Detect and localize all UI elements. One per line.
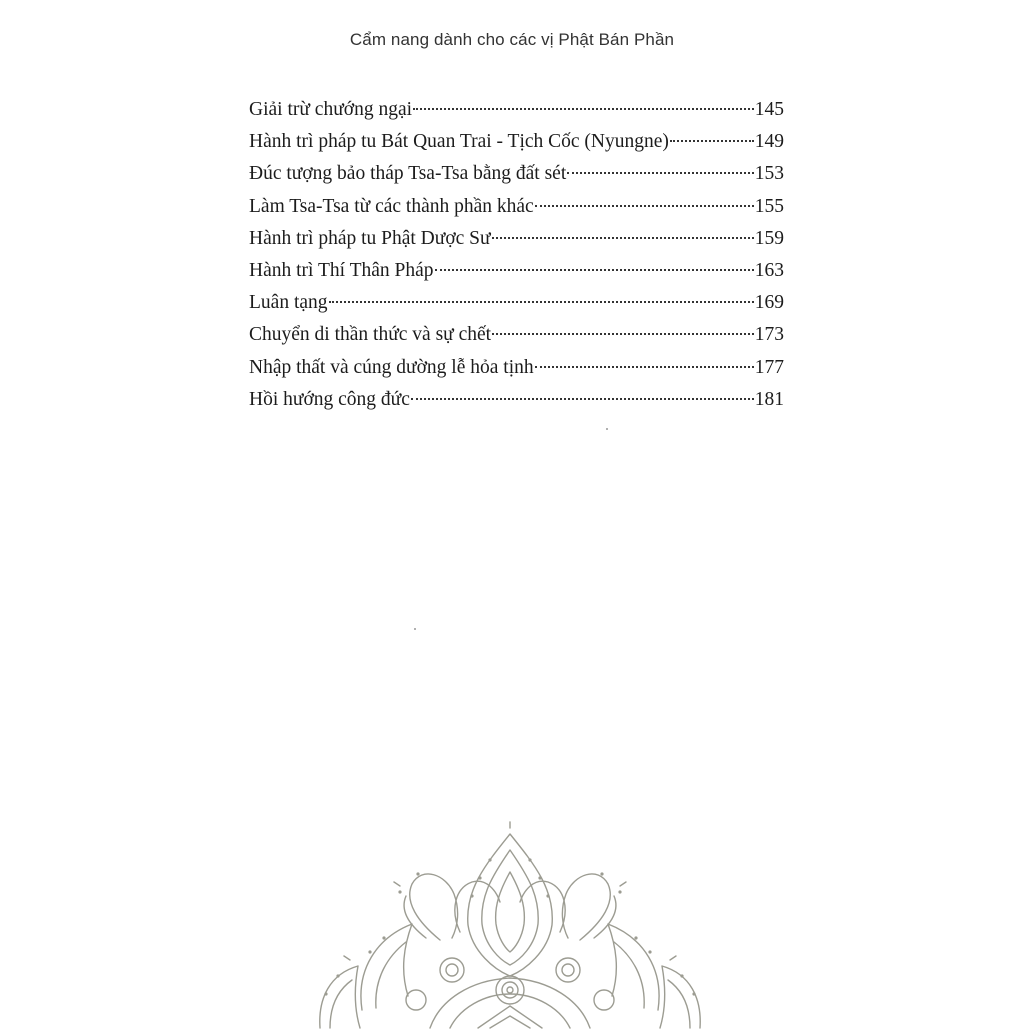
dot-leader [535, 366, 754, 368]
toc-entry-title: Hành trì pháp tu Bát Quan Trai - Tịch Cốc (Nyungne) [249, 131, 669, 153]
toc-entry [249, 384, 784, 416]
dot-leader [535, 205, 754, 207]
toc-entry-page: 177 [754, 356, 784, 378]
toc-entry-title: Hành trì pháp tu Phật Dược Sư [249, 227, 491, 249]
toc-entry [249, 255, 784, 287]
toc-entry [249, 287, 784, 319]
dot-leader [492, 333, 754, 335]
toc-entry [249, 126, 784, 158]
toc-entry-title: Nhập thất và cúng dường lễ hỏa tịnh [249, 356, 534, 378]
toc-entry [249, 352, 784, 384]
toc-entry-page: 169 [754, 292, 784, 314]
toc-entry-page: 153 [754, 163, 784, 185]
toc-entry-page: 173 [754, 324, 784, 346]
toc-entry-title: Đúc tượng bảo tháp Tsa-Tsa bằng đất sét [249, 163, 567, 185]
toc-entry [249, 94, 784, 126]
toc-entry-title: Hành trì Thí Thân Pháp [249, 259, 434, 281]
toc-entry-title: Hồi hướng công đức [249, 388, 410, 410]
toc-entry [249, 191, 784, 223]
paper-speck [606, 428, 608, 430]
dot-leader [492, 237, 754, 239]
toc-entry-page: 149 [754, 131, 784, 153]
toc-entry-title: Làm Tsa-Tsa từ các thành phần khác [249, 195, 534, 217]
mandala-lotus-icon [300, 820, 720, 1030]
toc-entry-title: Chuyển di thần thức và sự chết [249, 324, 492, 346]
toc-entry-page: 145 [754, 99, 784, 120]
toc-entry-page: 155 [754, 195, 784, 217]
running-header: Cẩm nang dành cho các vị Phật Bán Phần [349, 30, 675, 49]
table-of-contents [249, 94, 784, 416]
dot-leader [435, 269, 754, 271]
toc-entry-page: 181 [754, 388, 784, 410]
dot-leader [329, 301, 754, 303]
paper-speck [414, 628, 416, 630]
dot-leader [411, 398, 754, 400]
toc-entry-page: 159 [754, 227, 784, 249]
dot-leader [567, 172, 753, 174]
dot-leader [670, 140, 754, 142]
toc-entry [249, 158, 784, 190]
toc-entry [249, 319, 784, 351]
toc-entry-page: 163 [754, 259, 784, 281]
toc-entry-title: Giải trừ chướng ngại [249, 99, 413, 120]
toc-entry [249, 223, 784, 255]
dot-leader [413, 108, 754, 110]
toc-entry-title: Luân tạng [249, 292, 328, 314]
